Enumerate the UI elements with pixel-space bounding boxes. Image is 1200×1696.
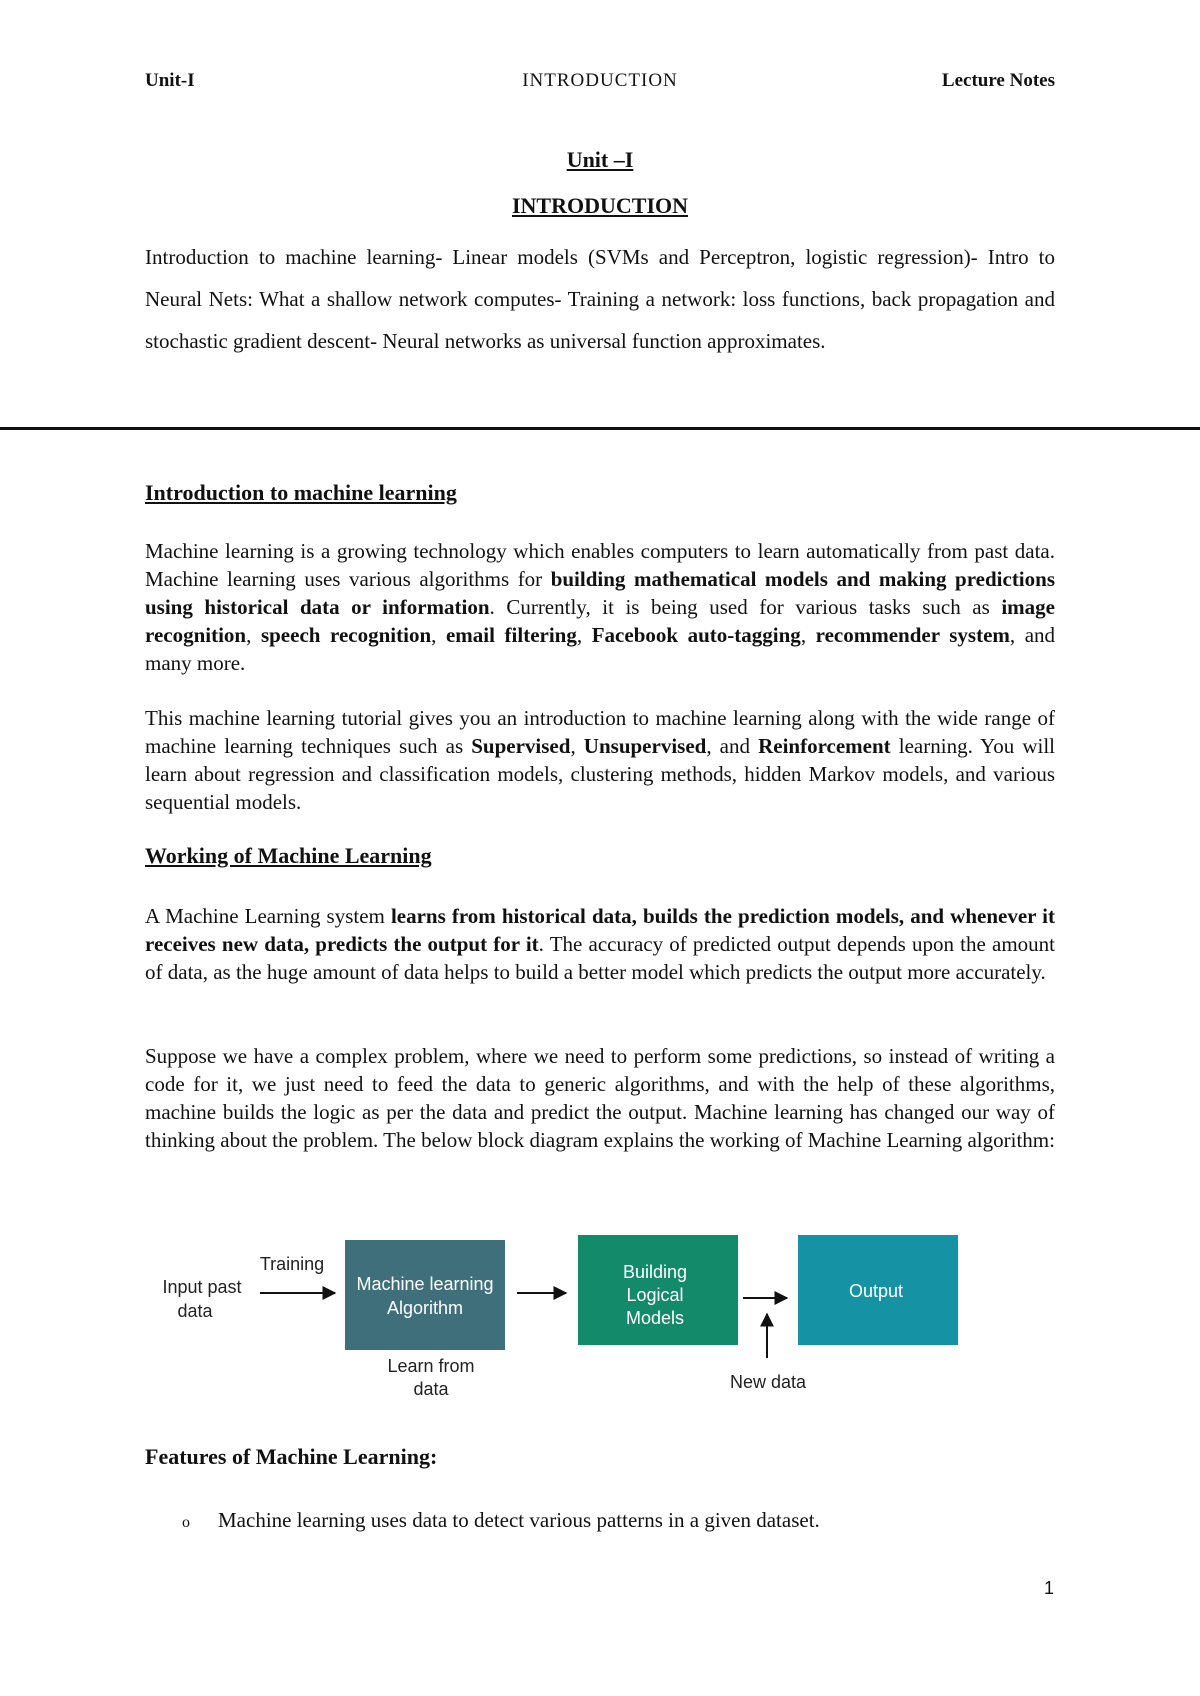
learn-label-line1: Learn from (387, 1356, 475, 1376)
output-label: Output (848, 1281, 904, 1301)
intro-paragraph-2: This machine learning tutorial gives you an introduction to machine learning along with the wide range of machine learning techniques such as Supervised, Unsupervised, and Reinforcement learning. You will learn about regression and classification models, clustering methods, hidden Markov models, and various sequential models. (145, 706, 1055, 814)
section-heading-working: Working of Machine Learning (145, 843, 432, 868)
ml-algorithm-line1: Machine learning (356, 1274, 494, 1294)
header-center: INTRODUCTION (522, 70, 678, 91)
new-data-label: New data (729, 1372, 807, 1392)
ml-algorithm-box (345, 1240, 505, 1350)
features-heading: Features of Machine Learning: (145, 1444, 438, 1469)
logical-models-line2: Logical (626, 1285, 684, 1305)
ml-algorithm-line2: Algorithm (386, 1298, 464, 1318)
logical-models-line1: Building (622, 1262, 688, 1282)
header-right: Lecture Notes (941, 70, 1055, 91)
ml-block-diagram (150, 1218, 970, 1398)
header-left: Unit-I (145, 70, 195, 91)
input-label-line1: Input past (162, 1277, 242, 1297)
unit-title: Unit –I (566, 147, 634, 172)
training-label: Training (259, 1254, 325, 1274)
topic-title: INTRODUCTION (511, 193, 689, 218)
working-paragraph-1: A Machine Learning system learns from historical data, builds the prediction models, and whenever it receives new data, predicts the output for it. The accuracy of predicted output depends upon the amount of data, as the huge amount of data helps to build a better model which predicts the output more accurately. (145, 904, 1055, 984)
intro-paragraph-1: Machine learning is a growing technology which enables computers to learn automatically from past data. Machine learning uses various algorithms for building mathematical models and making predictions using historical data or information. Currently, it is being used for various tasks such as image recognition, speech recognition, email filtering, Facebook auto-tagging, recommender system, and many more. (145, 539, 1056, 675)
syllabus-paragraph: Introduction to machine learning- Linear models (SVMs and Perceptron, logistic regression)- Intro to Neural Nets: What a shallow network computes- Training a network: loss functions, back propagation and stochastic gradient descent- Neural networks as universal function approximates. (145, 245, 1055, 353)
feature-item-text: Machine learning uses data to detect various patterns in a given dataset. (218, 1508, 820, 1532)
page-number: 1 (1043, 1578, 1054, 1598)
logical-models-line3: Models (625, 1308, 685, 1328)
list-item (182, 1508, 820, 1533)
bullet-marker: o (182, 1514, 190, 1531)
section-heading-intro: Introduction to machine learning (145, 480, 457, 505)
learn-label-line2: data (413, 1379, 449, 1398)
horizontal-divider (0, 427, 1200, 430)
working-paragraph-2: Suppose we have a complex problem, where we need to perform some predictions, so instead of writing a code for it, we just need to feed the data to generic algorithms, and with the help of these algorithms, machine builds the logic as per the data and predict the output. Machine learning has changed our way of thinking about the problem. The below block diagram explains the working of Machine Learning algorithm: (145, 1044, 1055, 1152)
input-label-line2: data (177, 1301, 213, 1321)
